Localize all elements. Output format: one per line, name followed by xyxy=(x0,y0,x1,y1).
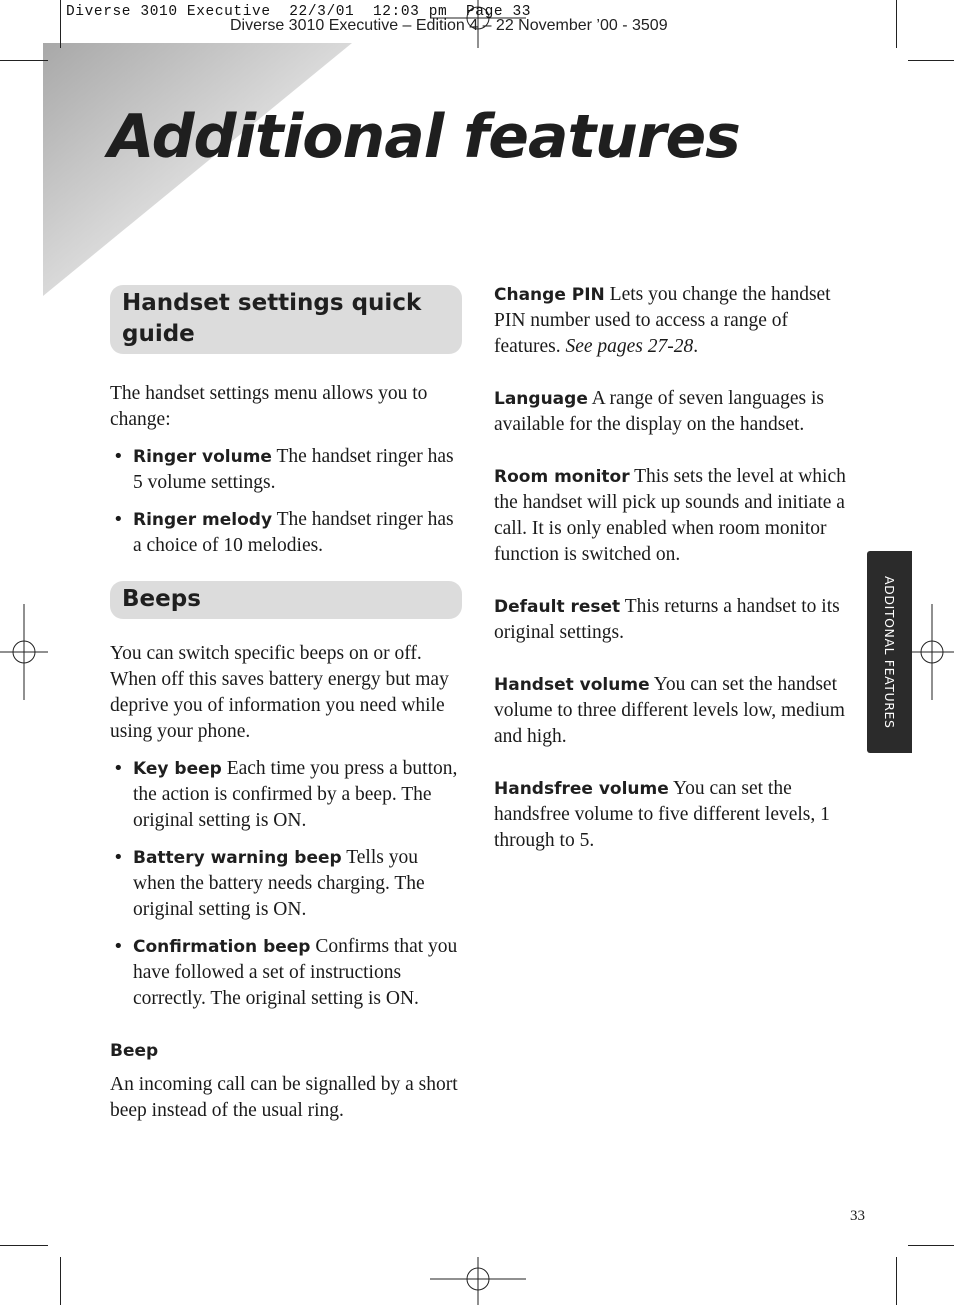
handset-guide-intro: The handset settings menu allows you to change: xyxy=(110,383,428,430)
entry-handsfree-volume xyxy=(494,776,846,854)
entry-term: Default reset xyxy=(494,597,621,617)
item-term: Ringer melody xyxy=(133,510,273,530)
section-heading-handset-guide: Handset settings quick guide xyxy=(110,285,462,354)
list-item xyxy=(110,444,462,496)
print-slug: Diverse 3010 Executive 22/3/01 12:03 pm Page 33 xyxy=(66,4,532,20)
entry-language xyxy=(494,386,846,438)
entry-text: Lets you change the handset PIN number used to access a range of features. xyxy=(494,284,831,357)
item-term: Key beep xyxy=(133,759,222,779)
beep-subheading: Beep xyxy=(110,1041,159,1061)
section-side-tab xyxy=(867,551,912,753)
edition-line: Diverse 3010 Executive – Edition 4 – 22 November ’00 - 3509 xyxy=(230,17,668,34)
handset-guide-list xyxy=(110,444,462,559)
left-column xyxy=(110,285,462,1124)
page-number: 33 xyxy=(850,1208,865,1224)
item-text: Tells you when the battery needs charging. The original setting is ON. xyxy=(133,847,425,920)
item-text: The handset ringer has 5 volume settings. xyxy=(133,446,454,493)
item-text: Each time you press a button, the action is confirmed by a beep. The original setting is ON. xyxy=(133,758,458,831)
entry-term: Handsfree volume xyxy=(494,779,669,799)
entry-text: This sets the level at which the handset will pick up sounds and initiate a call. It is only enabled when room monitor function is switched on. xyxy=(494,466,846,565)
registration-mark-icon xyxy=(0,604,48,700)
entry-change-pin: Change PIN Lets you change the handset PIN number used to access a range of features. See pages 27-28. xyxy=(494,284,831,357)
beep-subtext: An incoming call can be signalled by a short beep instead of the usual ring. xyxy=(110,1074,458,1121)
entry-term: Change PIN xyxy=(494,285,605,305)
registration-mark-icon xyxy=(906,604,954,700)
entry-text: You can set the handset volume to three different levels low, medium and high. xyxy=(494,674,845,747)
entry-default-reset xyxy=(494,594,846,646)
entry-handset-volume xyxy=(494,672,846,750)
item-term: Confirmation beep xyxy=(133,937,311,957)
entry-term: Language xyxy=(494,389,588,409)
registration-mark-icon xyxy=(430,1255,526,1305)
list-item xyxy=(110,756,462,834)
right-column xyxy=(494,282,846,880)
section-heading-beeps: Beeps xyxy=(110,581,462,619)
page-title: Additional features xyxy=(108,102,740,172)
item-text: The handset ringer has a choice of 10 melodies. xyxy=(133,509,454,556)
entry-text: This returns a handset to its original settings. xyxy=(494,596,840,643)
list-item xyxy=(110,845,462,923)
entry-term: Room monitor xyxy=(494,467,630,487)
beeps-intro: You can switch specific beeps on or off. When off this saves battery energy but may deprive you of information you need while using your phone. xyxy=(110,643,449,742)
item-term: Battery warning beep xyxy=(133,848,342,868)
entry-text: You can set the handsfree volume to five different levels, 1 through to 5. xyxy=(494,778,830,851)
entry-room-monitor xyxy=(494,464,846,568)
beeps-list xyxy=(110,756,462,1012)
list-item xyxy=(110,507,462,559)
entry-term: Handset volume xyxy=(494,675,650,695)
list-item xyxy=(110,934,462,1012)
entry-text: A range of seven languages is available for the display on the handset. xyxy=(494,388,824,435)
item-term: Ringer volume xyxy=(133,447,272,467)
page-reference: See pages 27-28 xyxy=(565,336,694,357)
item-text: Confirms that you have followed a set of instructions correctly. The original setting is ON. xyxy=(133,936,458,1009)
side-tab-label: ADDITONAL FEATURES xyxy=(882,575,897,729)
